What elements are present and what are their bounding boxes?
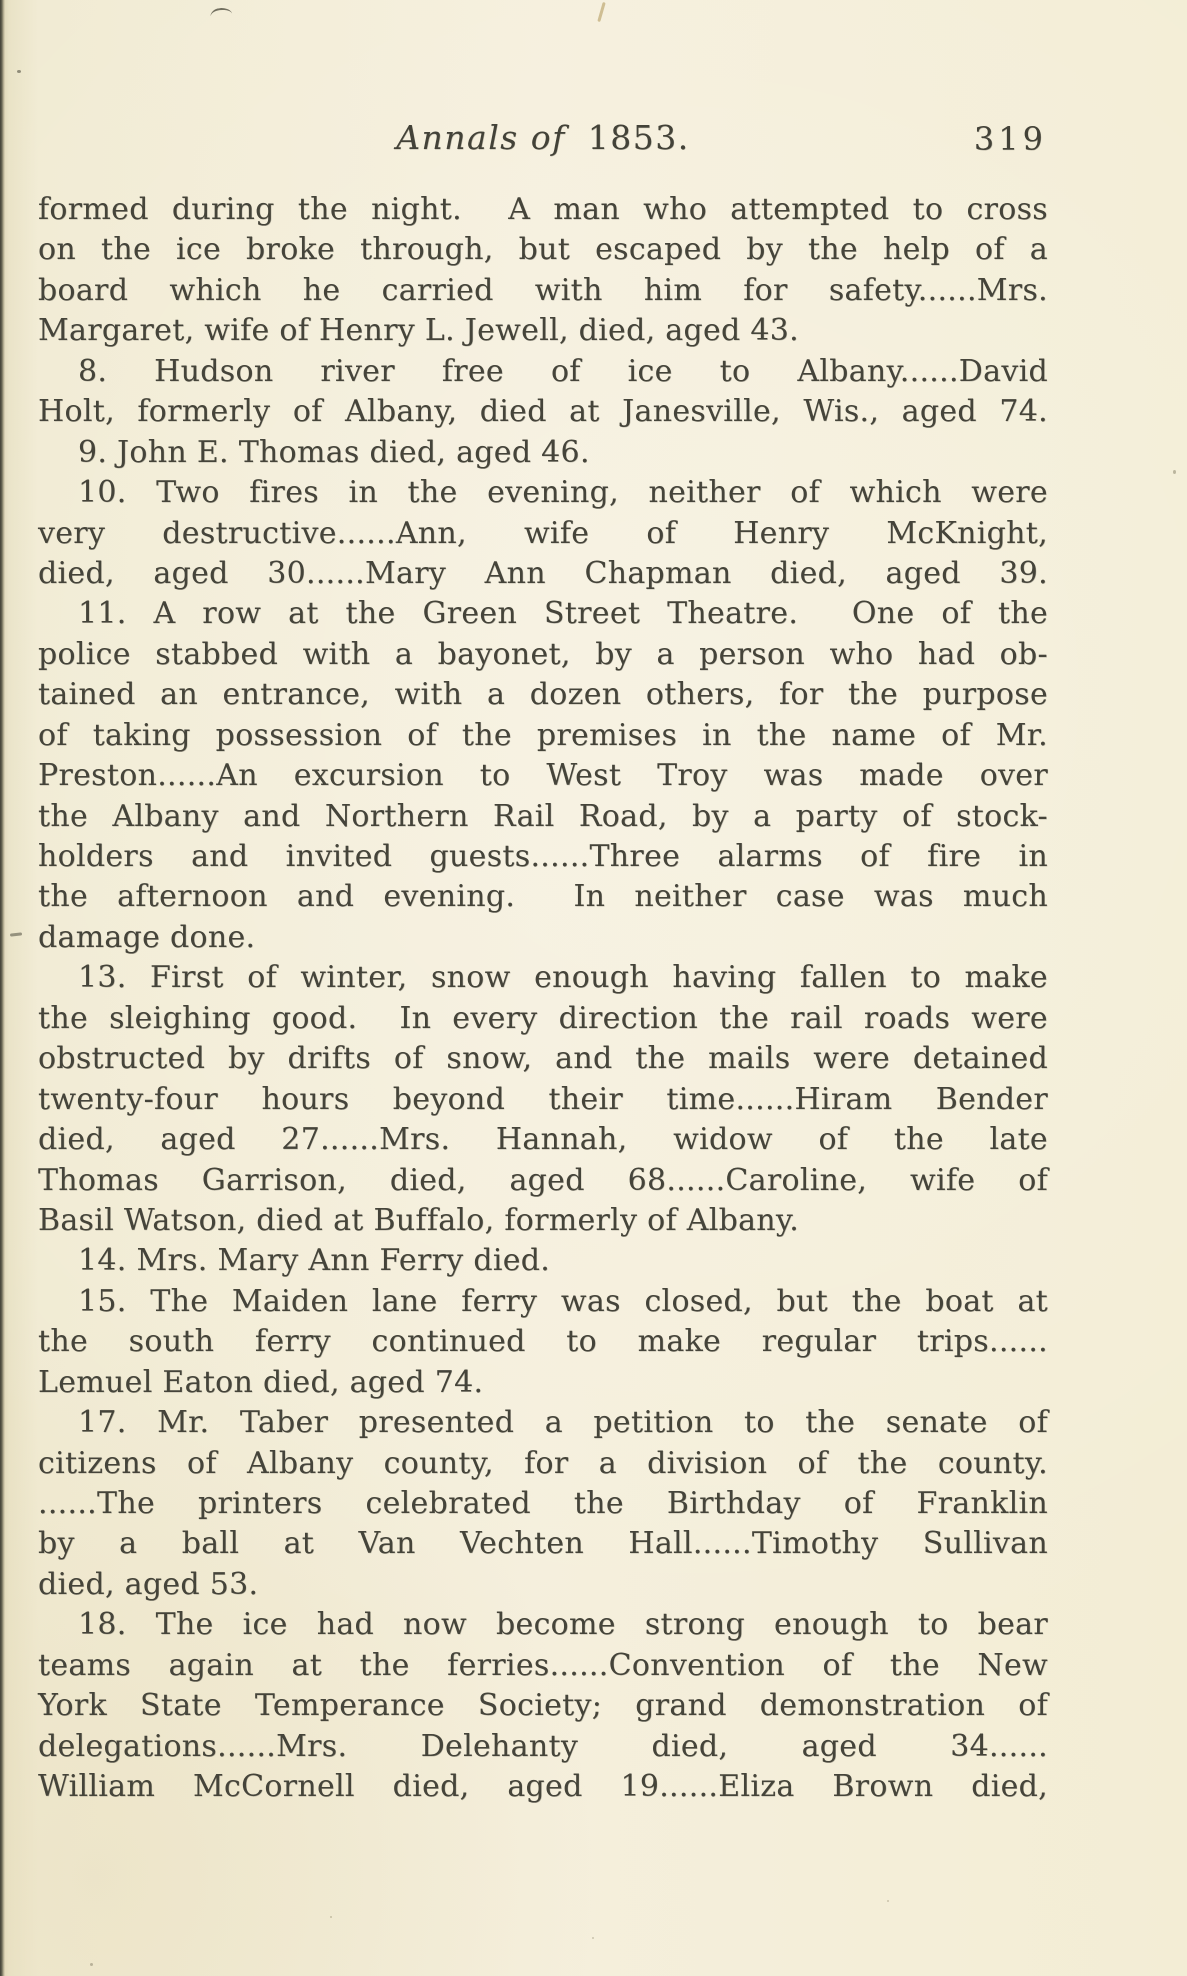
text-line: 14. Mrs. Mary Ann Ferry died. — [78, 1243, 551, 1279]
text-line: citizens of Albany county, for a division of the county. — [38, 1445, 1048, 1481]
text-line: died, aged 30......Mary Ann Chapman died, aged 39. — [38, 555, 1048, 591]
text-line: died, aged 53. — [38, 1566, 259, 1602]
text-line: the south ferry continued to make regular trips...... — [38, 1324, 1048, 1360]
paper-speck — [1173, 470, 1176, 474]
text-line: Thomas Garrison, died, aged 68......Caroline, wife of — [38, 1162, 1048, 1198]
text-line: York State Temperance Society; grand demonstration of — [38, 1688, 1048, 1724]
page-text — [38, 190, 1048, 1808]
running-head-year: 1853. — [587, 118, 690, 157]
text-line: the afternoon and evening. In neither case was much — [38, 879, 1048, 915]
text-line: the Albany and Northern Rail Road, by a party of stock- — [38, 798, 1048, 834]
text-line: Holt, formerly of Albany, died at Janesville, Wis., aged 74. — [38, 394, 1048, 430]
scan-mark-pen-stroke — [597, 2, 605, 22]
text-line: 18. The ice had now become strong enough to bear — [78, 1607, 1048, 1643]
text-line: 9. John E. Thomas died, aged 46. — [78, 434, 590, 470]
text-line: 11. A row at the Green Street Theatre. One of the — [78, 596, 1048, 632]
text-line: Basil Watson, died at Buffalo, formerly of Albany. — [38, 1202, 800, 1238]
text-line: Preston......An excursion to West Troy was made over — [38, 758, 1048, 794]
running-head-title: Annals of — [396, 118, 566, 157]
text-line: Margaret, wife of Henry L. Jewell, died, aged 43. — [38, 313, 799, 349]
text-line: ......The printers celebrated the Birthday of Franklin — [38, 1486, 1048, 1521]
text-line: Lemuel Eaton died, aged 74. — [38, 1364, 484, 1400]
text-line: twenty-four hours beyond their time......Hiram Bender — [38, 1081, 1048, 1117]
paper-speck — [90, 1963, 93, 1966]
text-line: 10. Two fires in the evening, neither of which were — [78, 475, 1048, 511]
scan-mark-dot — [17, 70, 21, 73]
text-line: teams again at the ferries......Convention of the New — [38, 1647, 1048, 1683]
text-line: 15. The Maiden lane ferry was closed, but the boat at — [78, 1283, 1048, 1319]
text-line: formed during the night. A man who attempted to cross — [38, 192, 1048, 227]
text-line: on the ice broke through, but escaped by the help of a — [38, 232, 1048, 268]
text-line: damage done. — [38, 919, 256, 955]
text-line: died, aged 27......Mrs. Hannah, widow of the late — [38, 1122, 1048, 1158]
text-line: police stabbed with a bayonet, by a person who had ob- — [38, 636, 1048, 672]
paper-speck — [592, 1937, 594, 1939]
text-line: board which he carried with him for safety......Mrs. — [38, 272, 1048, 308]
text-line: William McCornell died, aged 19......Eliza Brown died, — [38, 1769, 1048, 1805]
text-line: of taking possession of the premises in the name of Mr. — [38, 717, 1048, 753]
text-line: the sleighing good. In every direction the rail roads were — [38, 1000, 1048, 1036]
text-line: very destructive......Ann, wife of Henry McKnight, — [38, 515, 1048, 551]
scan-mark-margin-dash — [10, 932, 22, 936]
page-left-edge-shadow — [0, 0, 5, 1976]
text-line: by a ball at Van Vechten Hall......Timothy Sullivan — [38, 1526, 1048, 1562]
scan-mark-squiggle — [210, 7, 233, 18]
page-number: 319 — [973, 120, 1047, 158]
paper-speck — [887, 1900, 889, 1902]
text-line: 13. First of winter, snow enough having fallen to make — [78, 960, 1048, 996]
text-line: obstructed by drifts of snow, and the mails were detained — [38, 1041, 1048, 1077]
text-line: 17. Mr. Taber presented a petition to the senate of — [78, 1405, 1048, 1441]
paper-speck — [330, 1916, 332, 1918]
text-line: tained an entrance, with a dozen others, for the purpose — [38, 677, 1048, 713]
text-line: delegations......Mrs. Delehanty died, aged 34...... — [38, 1728, 1048, 1764]
text-line: holders and invited guests......Three alarms of fire in — [38, 839, 1048, 874]
text-line: 8. Hudson river free of ice to Albany......David — [78, 353, 1048, 389]
running-head — [38, 118, 1048, 157]
